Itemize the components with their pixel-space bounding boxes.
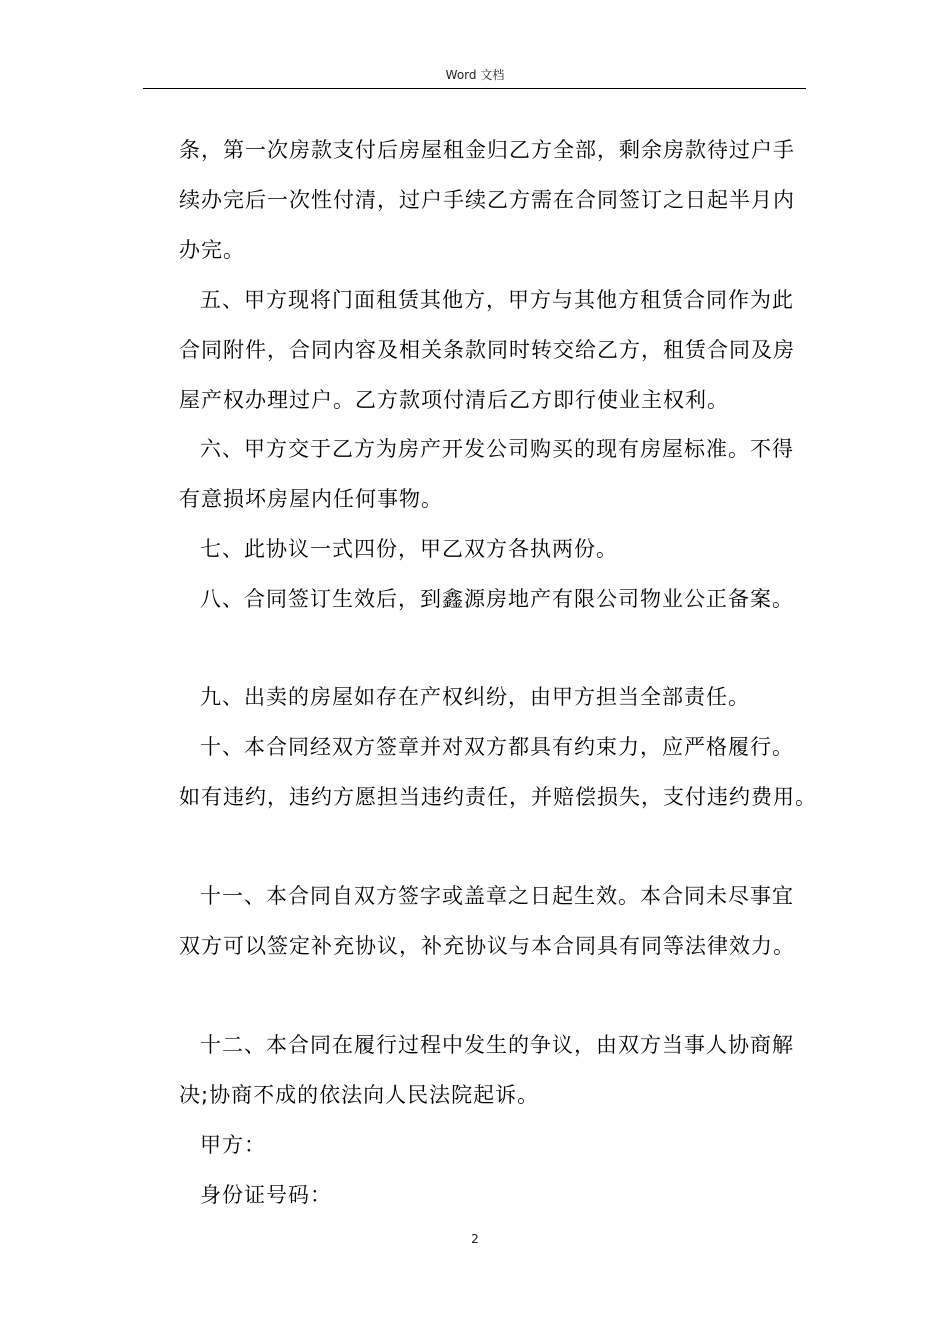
body-line: 办完。 — [179, 238, 245, 262]
body-line: 续办完后一次性付清，过户手续乙方需在合同签订之日起半月内 — [179, 188, 795, 212]
header-divider — [143, 88, 806, 89]
body-line: 条，第一次房款支付后房屋租金归乙方全部，剩余房款待过户手 — [179, 138, 795, 162]
body-line: 六、甲方交于乙方为房产开发公司购买的现有房屋标准。不得 — [200, 437, 794, 461]
body-line: 十、本合同经双方签章并对双方都具有约束力，应严格履行。 — [200, 735, 794, 759]
body-line: 屋产权办理过户。乙方款项付清后乙方即行使业主权利。 — [179, 388, 729, 412]
body-line: 八、合同签订生效后，到鑫源房地产有限公司物业公正备案。 — [200, 587, 794, 611]
body-line: 如有违约，违约方愿担当违约责任，并赔偿损失，支付违约费用。 — [179, 785, 817, 809]
signature-party-a-label: 甲方： — [200, 1133, 266, 1157]
id-number-label: 身份证号码： — [200, 1183, 332, 1207]
body-line: 五、甲方现将门面租赁其他方，甲方与其他方租赁合同作为此 — [200, 288, 794, 312]
body-line: 十一、本合同自双方签字或盖章之日起生效。本合同未尽事宜 — [200, 884, 794, 908]
body-line: 十二、本合同在履行过程中发生的争议，由双方当事人协商解 — [200, 1033, 794, 1057]
page-number: 2 — [471, 1232, 479, 1246]
body-line: 决;协商不成的依法向人民法院起诉。 — [179, 1083, 540, 1107]
page-header: Word 文档 — [445, 68, 505, 82]
body-line: 双方可以签定补充协议，补充协议与本合同具有同等法律效力。 — [179, 934, 795, 958]
body-line: 合同附件，合同内容及相关条款同时转交给乙方，租赁合同及房 — [179, 338, 795, 362]
body-line: 有意损坏房屋内任何事物。 — [179, 487, 443, 511]
body-line: 七、此协议一式四份，甲乙双方各执两份。 — [200, 537, 618, 561]
body-line: 九、出卖的房屋如存在产权纠纷，由甲方担当全部责任。 — [200, 685, 750, 709]
